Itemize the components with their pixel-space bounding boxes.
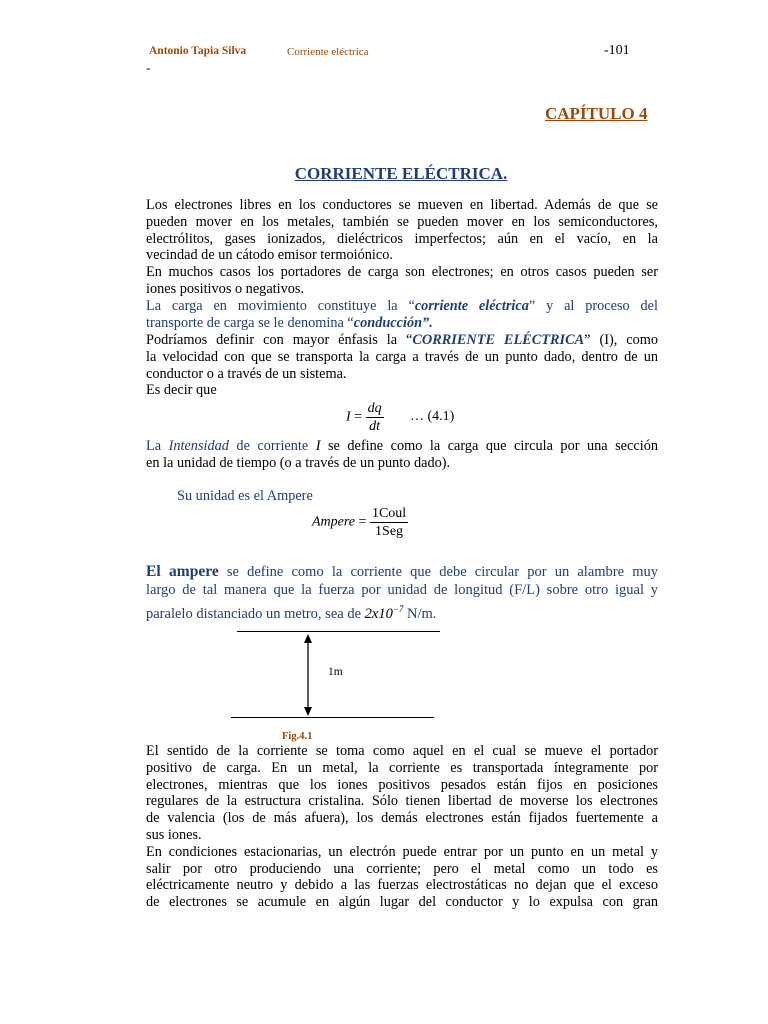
eq-denominator: 1Seg [375, 524, 404, 539]
text-line: paralelo distanciado un metro, sea de $2x10^{-7}$ N/m. [146, 604, 437, 622]
page-number: -101 [604, 43, 630, 58]
eq-equals: = [354, 409, 363, 425]
text-line: conductor o a través de un sistema. [146, 365, 347, 382]
header-author: Antonio Tapia Silva [149, 45, 247, 57]
unit-line: Su unidad es el Ampere [177, 488, 313, 504]
text-line: regulares de la estructura cristalina. Sólo tienen libertad de moverse los electrones [146, 793, 658, 810]
term-ampere: El ampere [146, 563, 219, 580]
text-line: electrólitos, gases ionizados, dieléctricos imperfectos; aún en el vacío, en la [146, 230, 658, 247]
term-i: I [315, 438, 321, 454]
ampere-paragraph [146, 562, 658, 622]
double-arrow-icon [298, 634, 318, 716]
text-line: El ampere se define como la corriente que debe circular por un alambre muy [146, 563, 658, 580]
term-conduccion: conducción”. [353, 314, 433, 331]
term-intensidad: Intensidad [168, 438, 229, 454]
text-line: electrones, mientras que los iones positivos pesados están fijos en posiciones [146, 776, 658, 793]
force-value: $2x10^{-7}$ [364, 604, 404, 622]
text-line: de electrones se acumule en algún lugar del conductor y lo expulsa con gran [146, 894, 658, 911]
eq-denominator: dt [369, 419, 381, 434]
definition-paragraph [146, 298, 658, 332]
eq-numerator: dq [367, 401, 382, 416]
conductor-line-bottom [231, 717, 434, 718]
text-line: vecindad de un cátodo emisor termoiónico. [146, 247, 393, 264]
text-line: Es decir que [146, 382, 217, 399]
term-corriente-electrica: CORRIENTE ELÉCTRICA [412, 332, 585, 348]
header-topic: Corriente eléctrica [287, 46, 369, 58]
term-corriente: corriente eléctrica [414, 298, 529, 314]
sense-paragraph [146, 743, 658, 911]
eq-numerator: 1Coul [371, 506, 407, 521]
equation-4-1 [346, 400, 384, 435]
text-line: iones positivos o negativos. [146, 280, 305, 297]
text-line: En condiciones estacionarias, un electrón puede entrar por un punto en un metal y [146, 843, 658, 860]
page-title: CORRIENTE ELÉCTRICA. [294, 164, 508, 183]
conductor-line-top [237, 631, 440, 632]
text-line: Los electrones libres en los conductores se mueven en libertad. Además de que se [146, 197, 658, 213]
intensity-paragraph [146, 438, 658, 472]
eq-fraction [370, 505, 408, 540]
intro-paragraph [146, 197, 658, 298]
header-dash: - [146, 60, 151, 75]
text-line: pueden mover en los metales, también se pueden mover en los semiconductores, [146, 213, 658, 230]
figure-caption: Fig.4.1 [282, 731, 313, 742]
text-line: eléctricamente neutro y debido a las fuerzas electrostáticas no dejan que el exceso [146, 877, 658, 894]
text-line: La Intensidad de corriente I se define como la carga que circula por una sección [146, 438, 658, 454]
eq-fraction [366, 400, 384, 435]
equation-label: … (4.1) [410, 409, 455, 424]
text-line: positivo de carga. En un metal, la corriente es transportada íntegramente por [146, 759, 658, 776]
chapter-heading: CAPÍTULO 4 [545, 104, 648, 123]
text-line: En muchos casos los portadores de carga son electrones; en otros casos pueden ser [146, 264, 658, 281]
eq-lhs: Ampere [312, 514, 356, 530]
text-line: largo de tal manera que la fuerza por unidad de longitud (F/L) sobre otro igual y [146, 582, 658, 598]
text-line: El sentido de la corriente se toma como aquel en el cual se mueve el portador [146, 743, 658, 759]
text-line: Podríamos definir con mayor énfasis la “CORRIENTE ELÉCTRICA” (I), como [146, 332, 658, 348]
text-line: transporte de carga se le denomina “conducción”. [146, 314, 433, 331]
text-line: sus iones. [146, 826, 202, 843]
eq-equals: = [358, 514, 367, 530]
text-line: de valencia (los de más afuera), los demás electrones están fijados fuertemente a [146, 810, 658, 827]
text-line: La carga en movimiento constituye la “corriente eléctrica” y al proceso del [146, 298, 658, 314]
text-line: la velocidad con que se transporta la carga a través de un punto dado, dentro de un [146, 348, 658, 365]
equation-ampere [312, 505, 408, 540]
current-paragraph [146, 332, 658, 399]
text-line: en la unidad de tiempo (o a través de un punto dado). [146, 454, 451, 471]
eq-lhs: I [346, 409, 351, 425]
distance-label: 1m [328, 666, 343, 678]
text-line: salir por otro produciendo una corriente; pero el metal como un todo es [146, 860, 658, 877]
